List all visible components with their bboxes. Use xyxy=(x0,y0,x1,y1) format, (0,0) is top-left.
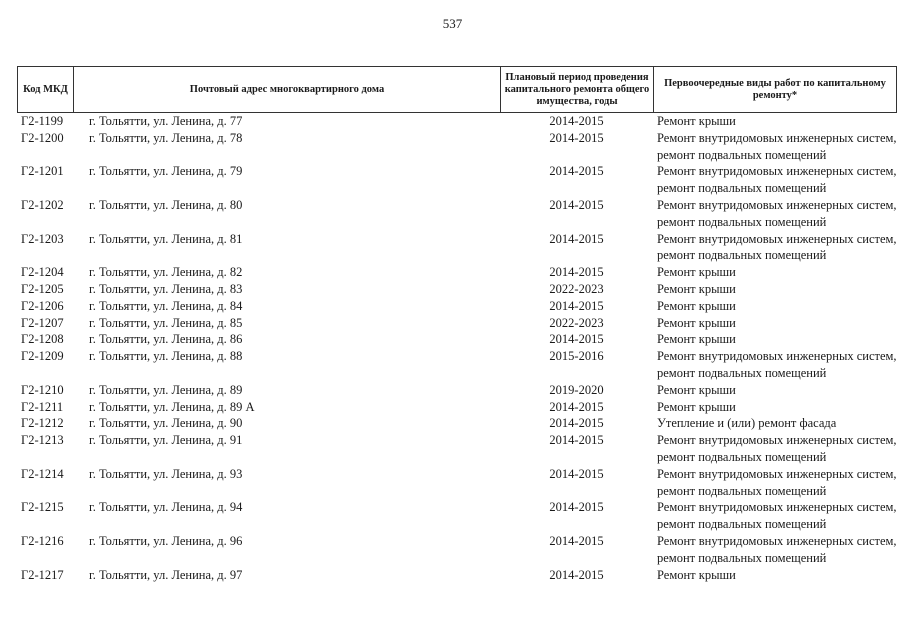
row-code: Г2-1214 xyxy=(21,466,64,481)
work-line: ремонт подвальных помещений xyxy=(657,147,827,162)
row-address: г. Тольятти, ул. Ленина, д. 80 xyxy=(89,197,243,212)
row-address: г. Тольятти, ул. Ленина, д. 82 xyxy=(89,265,243,280)
table-row xyxy=(17,432,897,466)
table-row xyxy=(17,315,897,332)
table-row xyxy=(17,264,897,281)
row-address: г. Тольятти, ул. Ленина, д. 96 xyxy=(89,533,243,548)
table-row xyxy=(17,298,897,315)
table-row xyxy=(17,163,897,197)
table-row xyxy=(17,499,897,533)
row-period: 2014-2015 xyxy=(549,164,604,179)
row-works xyxy=(653,399,897,416)
table-row xyxy=(17,281,897,298)
row-address: г. Тольятти, ул. Ленина, д. 85 xyxy=(89,315,243,330)
row-works xyxy=(653,113,897,130)
work-line: Ремонт крыши xyxy=(657,298,736,313)
row-period: 2022-2023 xyxy=(549,315,604,330)
row-works xyxy=(653,264,897,281)
row-code: Г2-1211 xyxy=(21,399,64,414)
row-works xyxy=(653,130,897,164)
row-period: 2014-2015 xyxy=(549,466,604,481)
row-code: Г2-1202 xyxy=(21,197,64,212)
work-line: Ремонт крыши xyxy=(657,315,736,330)
row-code: Г2-1212 xyxy=(21,416,64,431)
table-body xyxy=(17,113,897,583)
work-line: ремонт подвальных помещений xyxy=(657,181,827,196)
row-works xyxy=(653,331,897,348)
row-address: г. Тольятти, ул. Ленина, д. 78 xyxy=(89,130,243,145)
table-row xyxy=(17,533,897,567)
row-works xyxy=(653,315,897,332)
row-period: 2014-2015 xyxy=(549,433,604,448)
row-works xyxy=(653,197,897,231)
row-works xyxy=(653,231,897,265)
row-period: 2022-2023 xyxy=(549,281,604,296)
row-code: Г2-1199 xyxy=(21,114,64,128)
row-works xyxy=(653,567,897,584)
work-line: Утепление и (или) ремонт фасада xyxy=(657,416,837,431)
row-period: 2014-2015 xyxy=(549,231,604,246)
row-address: г. Тольятти, ул. Ленина, д. 79 xyxy=(89,164,243,179)
table-row xyxy=(17,567,897,584)
capital-repair-table xyxy=(17,66,897,583)
row-period: 2014-2015 xyxy=(549,567,604,582)
work-line: Ремонт крыши xyxy=(657,265,736,280)
row-period: 2014-2015 xyxy=(549,399,604,414)
work-line: Ремонт внутридомовых инженерных систем, xyxy=(657,533,897,548)
row-code: Г2-1207 xyxy=(21,315,64,330)
work-line: ремонт подвальных помещений xyxy=(657,517,827,532)
work-line: ремонт подвальных помещений xyxy=(657,214,827,229)
row-works xyxy=(653,499,897,533)
header-works: Первоочередные виды работ по капитальному ремонту* xyxy=(653,67,897,112)
row-code: Г2-1208 xyxy=(21,332,64,347)
row-period: 2014-2015 xyxy=(549,298,604,313)
work-line: Ремонт внутридомовых инженерных систем, xyxy=(657,197,897,212)
row-code: Г2-1200 xyxy=(21,130,64,145)
table-row xyxy=(17,348,897,382)
row-period: 2014-2015 xyxy=(549,416,604,431)
work-line: Ремонт крыши xyxy=(657,382,736,397)
work-line: ремонт подвальных помещений xyxy=(657,365,827,380)
row-code: Г2-1213 xyxy=(21,433,64,448)
row-address: г. Тольятти, ул. Ленина, д. 86 xyxy=(89,332,243,347)
row-works xyxy=(653,415,897,432)
row-address: г. Тольятти, ул. Ленина, д. 77 xyxy=(89,114,243,128)
table-row xyxy=(17,130,897,164)
page-number: 537 xyxy=(442,16,463,31)
table-row xyxy=(17,197,897,231)
row-address: г. Тольятти, ул. Ленина, д. 83 xyxy=(89,281,243,296)
work-line: Ремонт крыши xyxy=(657,281,736,296)
row-period: 2014-2015 xyxy=(549,533,604,548)
work-line: Ремонт внутридомовых инженерных систем, xyxy=(657,466,897,481)
row-address: г. Тольятти, ул. Ленина, д. 97 xyxy=(89,567,243,582)
table-row xyxy=(17,466,897,500)
row-address: г. Тольятти, ул. Ленина, д. 88 xyxy=(89,349,243,364)
work-line: Ремонт крыши xyxy=(657,399,736,414)
row-address: г. Тольятти, ул. Ленина, д. 89 xyxy=(89,382,243,397)
row-address: г. Тольятти, ул. Ленина, д. 84 xyxy=(89,298,243,313)
work-line: Ремонт внутридомовых инженерных систем, xyxy=(657,433,897,448)
row-period: 2019-2020 xyxy=(549,382,604,397)
table-header xyxy=(17,66,897,113)
row-period: 2014-2015 xyxy=(549,114,604,128)
row-code: Г2-1210 xyxy=(21,382,64,397)
work-line: ремонт подвальных помещений xyxy=(657,483,827,498)
work-line: ремонт подвальных помещений xyxy=(657,449,827,464)
row-period: 2015-2016 xyxy=(549,349,604,364)
row-works xyxy=(653,466,897,500)
row-period: 2014-2015 xyxy=(549,332,604,347)
table-row xyxy=(17,382,897,399)
row-address: г. Тольятти, ул. Ленина, д. 81 xyxy=(89,231,243,246)
row-works xyxy=(653,382,897,399)
row-period: 2014-2015 xyxy=(549,265,604,280)
header-period: Плановый период проведения капитального ремонта общего имущества, годы xyxy=(500,67,653,112)
row-period: 2014-2015 xyxy=(549,500,604,515)
row-period: 2014-2015 xyxy=(549,197,604,212)
work-line: ремонт подвальных помещений xyxy=(657,248,827,263)
row-code: Г2-1217 xyxy=(21,567,64,582)
table-row xyxy=(17,399,897,416)
work-line: Ремонт внутридомовых инженерных систем, xyxy=(657,164,897,179)
work-line: Ремонт внутридомовых инженерных систем, xyxy=(657,130,897,145)
work-line: Ремонт внутридомовых инженерных систем, xyxy=(657,500,897,515)
row-works xyxy=(653,432,897,466)
row-period: 2014-2015 xyxy=(549,130,604,145)
table-row xyxy=(17,113,897,130)
row-code: Г2-1216 xyxy=(21,533,64,548)
table-row xyxy=(17,415,897,432)
row-works xyxy=(653,533,897,567)
row-code: Г2-1203 xyxy=(21,231,64,246)
work-line: Ремонт крыши xyxy=(657,567,736,582)
table-row xyxy=(17,231,897,265)
row-code: Г2-1209 xyxy=(21,349,64,364)
row-works xyxy=(653,163,897,197)
work-line: Ремонт внутридомовых инженерных систем, xyxy=(657,349,897,364)
work-line: ремонт подвальных помещений xyxy=(657,550,827,565)
row-works xyxy=(653,281,897,298)
row-address: г. Тольятти, ул. Ленина, д. 91 xyxy=(89,433,243,448)
row-code: Г2-1205 xyxy=(21,281,64,296)
row-code: Г2-1201 xyxy=(21,164,64,179)
table-row xyxy=(17,331,897,348)
row-works xyxy=(653,348,897,382)
work-line: Ремонт внутридомовых инженерных систем, xyxy=(657,231,897,246)
row-address: г. Тольятти, ул. Ленина, д. 93 xyxy=(89,466,243,481)
row-address: г. Тольятти, ул. Ленина, д. 89 А xyxy=(89,399,255,414)
header-code: Код МКД xyxy=(17,67,73,112)
row-code: Г2-1215 xyxy=(21,500,64,515)
row-address: г. Тольятти, ул. Ленина, д. 94 xyxy=(89,500,243,515)
row-address: г. Тольятти, ул. Ленина, д. 90 xyxy=(89,416,243,431)
work-line: Ремонт крыши xyxy=(657,114,736,128)
row-code: Г2-1204 xyxy=(21,265,64,280)
work-line: Ремонт крыши xyxy=(657,332,736,347)
row-works xyxy=(653,298,897,315)
row-code: Г2-1206 xyxy=(21,298,64,313)
header-address: Почтовый адрес многоквартирного дома xyxy=(73,67,500,112)
